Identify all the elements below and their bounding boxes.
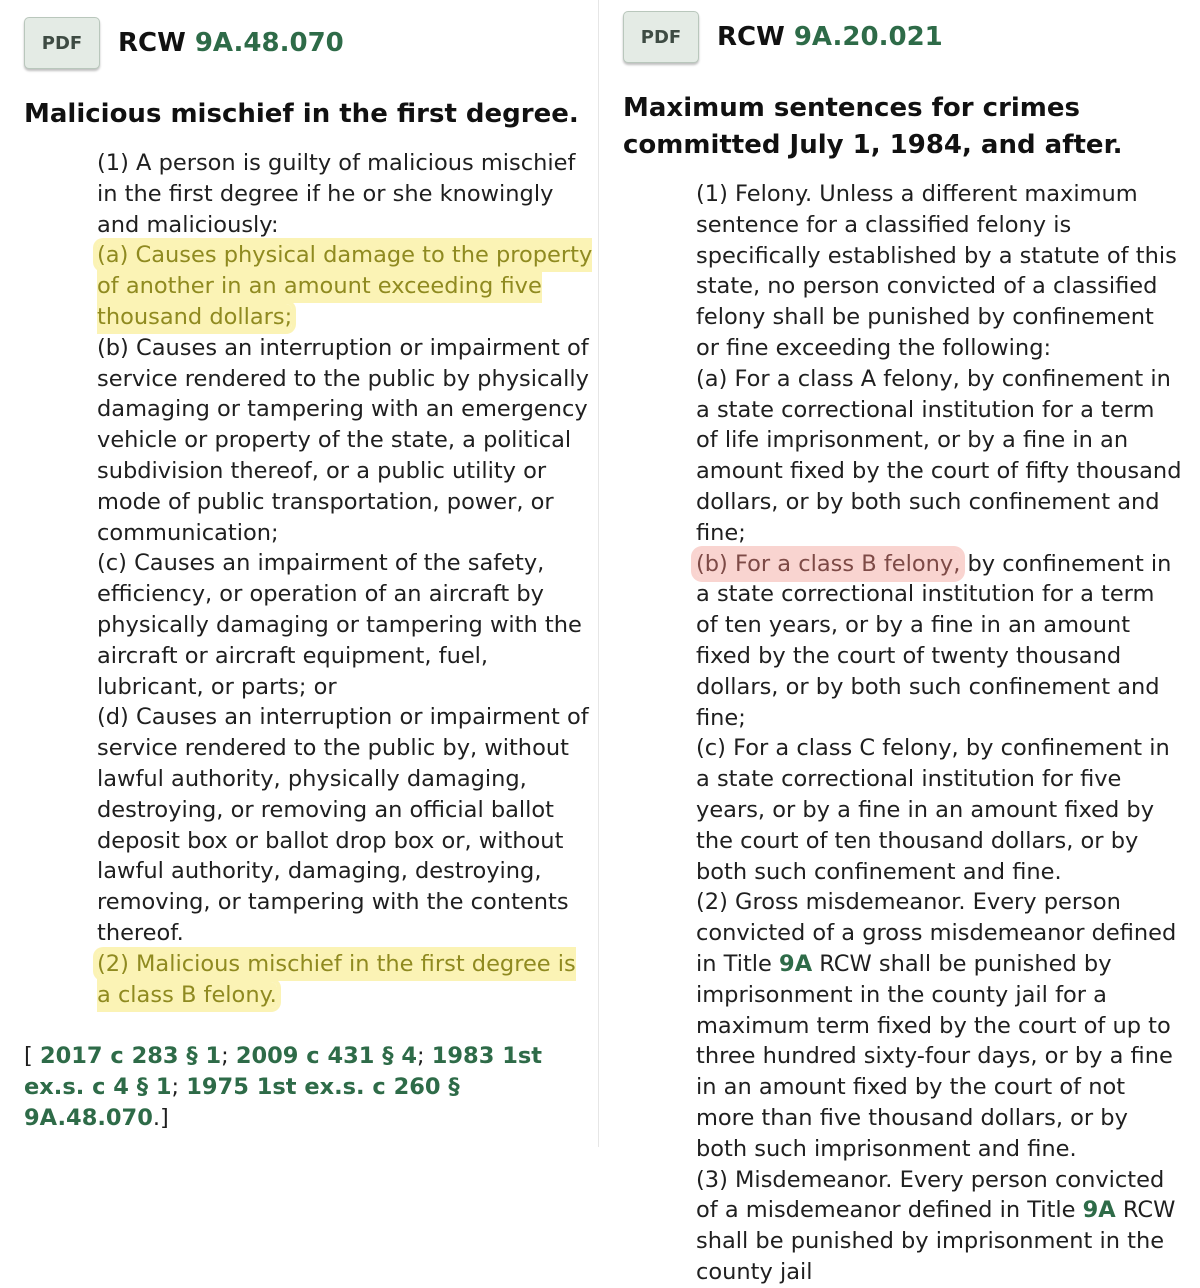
paragraph-d: (d) Causes an interruption or impairment of service rendered to the public by, without lawful authority, physically damaging, destroying, or removing an official ballot deposit box or ballot drop box or, without lawful authority, damaging, destroying, removing, or tampering with the contents thereof. (97, 704, 589, 946)
paragraph-a: (a) For a class A felony, by confinement in a state correctional institution for a term of life imprisonment, or by a fine in an amount fixed by the court of fifty thousand dollars, or by both such confinement and fine; (696, 365, 1182, 546)
rcw-prefix: RCW (717, 22, 785, 52)
paragraph-c: (c) Causes an impairment of the safety, efficiency, or operation of an aircraft by physically damaging or tampering with the aircraft or aircraft equipment, fuel, lubricant, or parts; or (97, 550, 582, 700)
highlight-paragraph-2: (2) Malicious mischief in the first degree is a class B felony. (97, 950, 576, 1008)
paragraph-2-text: (2) Gross misdemeanor. Every person convicted of a gross misdemeanor defined in Title (696, 889, 1177, 977)
paragraph-c: (c) For a class C felony, by confinement in a state correctional institution for five years, or by a fine in an amount fixed by the court of ten thousand dollars, or by both such confinement and fine. (696, 735, 1170, 885)
pdf-button[interactable]: PDF (24, 17, 100, 69)
rcw-number-link[interactable]: 9A.20.021 (793, 22, 943, 52)
paragraph-2 (24, 949, 594, 1011)
statute-title: Maximum sentences for crimes committed July 1, 1984, and after. (623, 93, 1123, 160)
citation-link[interactable]: 2017 c 283 § 1 (39, 1043, 222, 1069)
column-divider (598, 0, 599, 1147)
paragraph-2 (623, 887, 1183, 1164)
citation-link[interactable]: 2009 c 431 § 4 (235, 1043, 418, 1069)
cite-separator: ; (171, 1074, 187, 1100)
paragraph-3-text: (3) Misdemeanor. Every person convicted of a misdemeanor defined in Title (696, 1166, 1165, 1224)
rcw-prefix: RCW (118, 28, 186, 58)
paragraph-3-text-end: RCW shall be punished by imprisonment in the county jail (696, 1197, 1176, 1285)
paragraph-2-text-end: RCW shall be punished by imprisonment in the county jail for a maximum term fixed by the court of up to three hundred sixty-four days, or by a fine in an amount fixed by the court of not more than five thousand dollars, or by both such imprisonment and fine. (696, 950, 1173, 1162)
cite-open-bracket: [ (24, 1043, 40, 1069)
title-link[interactable]: 9A (1082, 1197, 1116, 1224)
cite-separator: ; (221, 1043, 236, 1069)
right-header (623, 11, 943, 63)
highlight-class-b-felony: (b) For a class B felony, (696, 550, 961, 577)
rcw-heading (717, 22, 943, 52)
statute-body (623, 179, 1183, 1288)
paragraph-b-text: by confinement in a state correctional institution for a term of ten years, or by a fine in an amount fixed by the court of twenty thousand dollars, or by both such confinement and fine; (696, 550, 1172, 731)
citation-link[interactable]: 1975 1st ex.s. c 260 § 9A.48.070 (24, 1074, 460, 1131)
rcw-number-link[interactable]: 9A.48.070 (194, 28, 344, 58)
pdf-button[interactable]: PDF (623, 11, 699, 63)
cite-separator: ; (417, 1043, 432, 1069)
left-header (24, 17, 344, 69)
cite-close-bracket: .] (152, 1105, 169, 1131)
statute-title: Malicious mischief in the first degree. (24, 99, 579, 129)
title-link[interactable]: 9A (779, 950, 813, 977)
highlight-paragraph-a: (a) Causes physical damage to the property of another in an amount exceeding five thousand dollars; (97, 242, 593, 330)
paragraph-b (623, 549, 1183, 734)
rcw-heading (118, 28, 344, 58)
statute-body (24, 148, 594, 1010)
paragraph-1: (1) A person is guilty of malicious mischief in the first degree if he or she knowingly and maliciously: (97, 150, 576, 238)
paragraph-a (24, 240, 594, 332)
citation-link[interactable]: 1983 1st ex.s. c 4 § 1 (24, 1043, 543, 1100)
paragraph-3 (623, 1165, 1183, 1288)
paragraph-1: (1) Felony. Unless a different maximum sentence for a classified felony is specifically established by a statute of this state, no person convicted of a classified felony shall be punished by confinement or fine exceeding the following: (696, 181, 1177, 361)
history-citations (24, 1041, 594, 1134)
paragraph-b: (b) Causes an interruption or impairment of service rendered to the public by physically damaging or tampering with an emergency vehicle or property of the state, a political subdivision thereof, or a public utility or mode of public transportation, power, or communication; (97, 334, 589, 546)
